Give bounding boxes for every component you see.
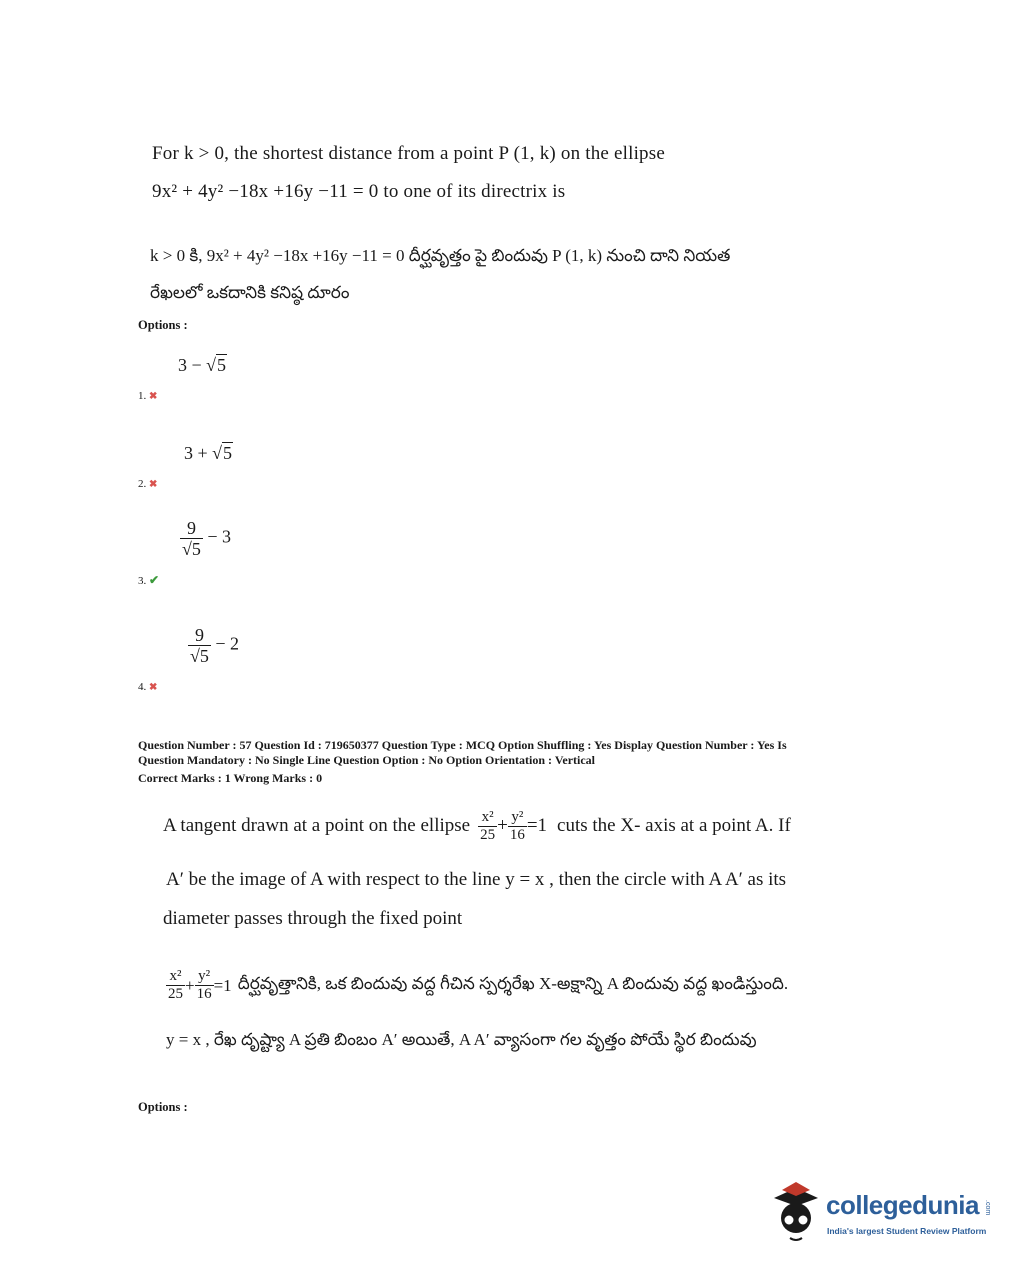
brand-tagline: India's largest Student Review Platform [827,1226,987,1236]
option-2-expression [184,443,233,464]
question-1-text-line2: 9x² + 4y² −18x +16y −11 = 0 to one of its directrix is [152,181,566,202]
option-2-number-text: 2. [138,478,147,490]
option-1-lead: 3 − [178,355,202,375]
sqrt-symbol: √5 [206,355,227,375]
option-3-fraction [180,518,203,559]
sqrt-symbol: √5 [212,443,233,463]
fraction-x-denominator: 25 [480,826,496,843]
wrong-icon: ✖ [149,479,158,490]
telugu-fraction-y-denominator: 16 [196,986,212,1002]
plus-sign: + [497,815,508,836]
option-3-number-text: 3. [138,575,147,587]
options-label-2: Options : [138,1100,188,1114]
telugu-plus-sign: + [185,975,195,995]
question-2-telugu-line2: y = x , రేఖ దృష్ట్యా A ప్రతి బింబం A′ అయితే, A A′ వ్యాసంగా గల వృత్తం పోయే స్థిర బిందువు [166,1030,757,1049]
telugu-fraction-y [195,968,214,1003]
options-label: Options : [138,318,188,332]
question-1-telugu-line1: k > 0 కి, 9x² + 4y² −18x +16y −11 = 0 దీర్ఘవృత్తం పై బిందువు P (1, k) నుంచి దాని నియత [150,246,731,265]
fraction-y-denominator: 16 [509,826,525,843]
question-1-telugu-line2: రేఖలలో ఒకదానికి కనిష్ఠ దూరం [150,283,350,302]
question-2-text-line2: A′ be the image of A with respect to the line y = x , then the circle with A A′ as its [166,869,787,890]
option-1-radicand: 5 [217,355,227,375]
question-meta-line3: Correct Marks : 1 Wrong Marks : 0 [138,771,323,785]
option-4-denominator: √5 [190,646,209,666]
option-4-radicand: 5 [199,646,209,666]
option-3-expression [180,518,231,559]
option-4-number [138,681,157,693]
option-4-fraction [188,625,211,666]
question-2-text-line1 [163,806,791,846]
question-2-pre: A tangent drawn at a point on the ellipse [163,815,471,836]
question-2-telugu-line1 [166,968,788,1003]
telugu-fraction-y-numerator: y² [198,968,211,984]
ellipse-fraction-y [508,809,527,844]
question-2-text-line3: diameter passes through the fixed point [163,908,463,929]
option-4-numerator: 9 [194,625,204,645]
brand-suffix: .com [984,1200,991,1216]
check-icon: ✔ [149,573,160,587]
option-2-radicand: 5 [223,443,233,463]
option-3-tail: − 3 [207,526,232,547]
telugu-fraction-x-denominator: 25 [168,986,183,1002]
telugu-line1-text: దీర్ఘవృత్తానికి, ఒక బిందువు వద్ద గీచిన స్పర్శరేఖ X-అక్షాన్ని A బిందువు వద్ద ఖండిస్తుంది. [237,973,789,993]
option-3-numerator: 9 [186,518,196,538]
option-3-denominator: √5 [182,539,201,559]
brand-name: collegedunia [826,1190,979,1220]
telugu-fraction-x [166,968,185,1003]
fraction-x-numerator: x² [481,808,494,825]
option-1-number [138,390,157,402]
option-3-number [138,573,159,588]
equals-one: =1 [526,815,548,836]
option-2-lead: 3 + [184,443,208,463]
telugu-fraction-x-numerator: x² [169,968,182,984]
option-4-number-text: 4. [138,681,147,693]
mascot-icon [766,1176,824,1246]
collegedunia-logo[interactable] [766,1176,996,1246]
fraction-y-numerator: y² [511,808,524,825]
option-3-radicand: 5 [191,539,201,559]
question-1-text-line1: For k > 0, the shortest distance from a point P (1, k) on the ellipse [152,143,665,164]
wrong-icon: ✖ [149,682,158,693]
wrong-icon: ✖ [149,391,158,402]
ellipse-fraction-x [478,809,497,844]
option-2-number [138,478,157,490]
option-1-number-text: 1. [138,390,147,402]
question-2-post: cuts the X- axis at a point A. If [557,815,791,836]
question-meta-line1: Question Number : 57 Question Id : 719650377 Question Type : MCQ Option Shuffling : Yes Display Question Number : Yes Is [138,738,787,752]
question-meta-line2: Question Mandatory : No Single Line Question Option : No Option Orientation : Vertical [138,753,596,767]
telugu-equals-one: =1 [213,975,232,995]
option-1-expression [178,355,227,376]
option-4-expression [188,625,239,666]
option-4-tail: − 2 [215,633,240,654]
